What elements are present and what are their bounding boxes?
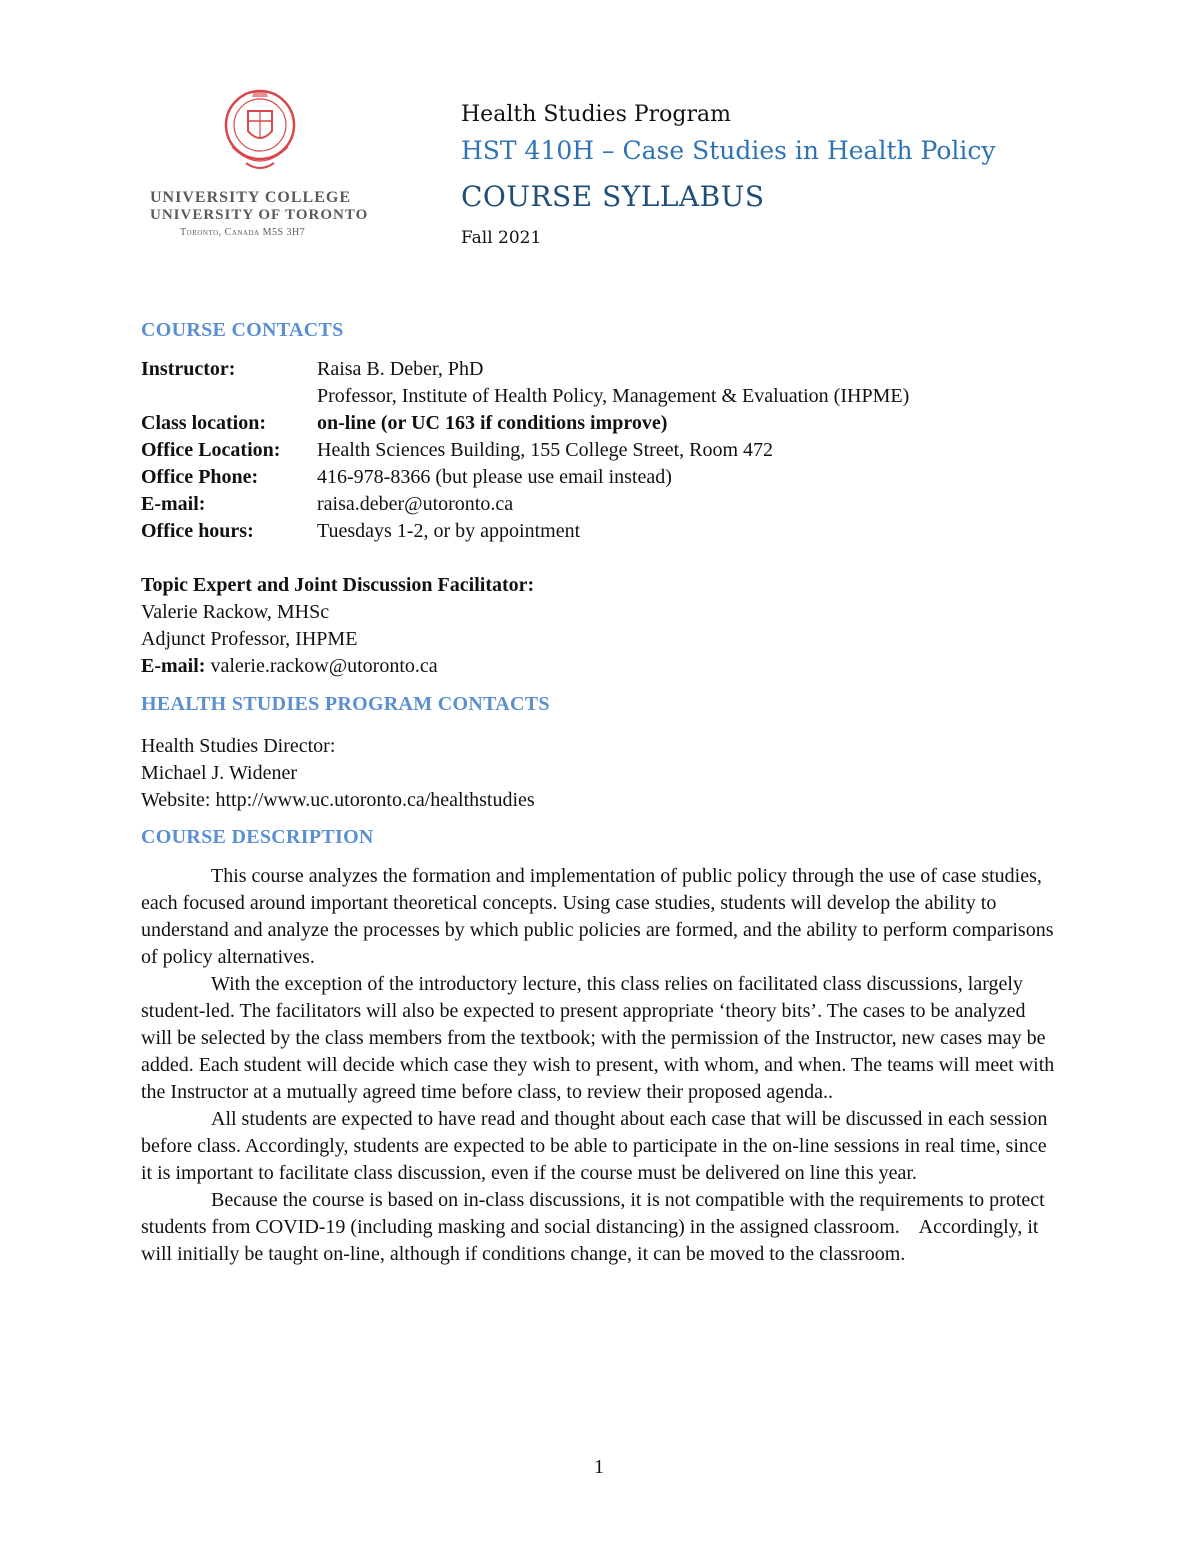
office-phone-label: Office Phone:	[141, 466, 259, 488]
description-paragraph: Because the course is based on in-class discussions, it is not compatible with the requirements to protect students from COVID-19 (including masking and social distancing) in the assigned classroom. Accordingly, it will initially be taught on-line, although if conditions change, it can be moved to the classroom.	[141, 1189, 1050, 1265]
description-paragraph: This course analyzes the formation and implementation of public policy through the use of case studies, each focused around important theoretical concepts. Using case studies, students will develop the ability to understand and analyze the processes by which public policies are formed, and the ability to perform comparisons of policy alternatives.	[141, 865, 1054, 968]
office-location: Health Sciences Building, 155 College Street, Room 472	[317, 439, 774, 461]
program-contacts-heading: HEALTH STUDIES PROGRAM CONTACTS	[141, 693, 550, 715]
office-location-label: Office Location:	[141, 439, 281, 461]
description-paragraph: All students are expected to have read and thought about each case that will be discussed in each session before class. Accordingly, students are expected to be able to participate in the on-line sessions in real time, since it is important to facilitate class discussion, even if the course must be delivered on line this year.	[141, 1108, 1048, 1184]
course-title: HST 410H – Case Studies in Health Policy	[461, 136, 996, 165]
director-name: Michael J. Widener	[141, 762, 297, 784]
logo-line2: UNIVERSITY OF TORONTO	[150, 207, 369, 223]
director-label: Health Studies Director:	[141, 735, 336, 757]
instructor-label: Instructor:	[141, 358, 236, 380]
facilitator-email-link[interactable]: valerie.rackow@utoronto.ca	[210, 655, 438, 677]
office-location-row	[0, 437, 1200, 464]
facilitator-name: Valerie Rackow, MHSc	[141, 601, 330, 623]
class-location-row	[0, 410, 1200, 437]
office-hours-row	[0, 518, 1200, 545]
email-row	[0, 491, 1200, 518]
program-website-link[interactable]: Website: http://www.uc.utoronto.ca/healthstudies	[141, 789, 535, 811]
instructor-email-link[interactable]: raisa.deber@utoronto.ca	[317, 493, 514, 515]
office-hours: Tuesdays 1-2, or by appointment	[317, 520, 581, 542]
university-seal-icon	[222, 85, 298, 177]
facilitator-email-row	[141, 653, 438, 680]
instructor-name: Raisa B. Deber, PhD	[317, 358, 484, 380]
class-location-label: Class location:	[141, 412, 266, 434]
instructor-row	[0, 356, 1200, 383]
logo-line1: UNIVERSITY COLLEGE	[150, 189, 352, 206]
facilitator-email-label: E-mail:	[141, 655, 206, 677]
course-contacts-heading: COURSE CONTACTS	[141, 319, 344, 341]
course-description-heading: COURSE DESCRIPTION	[141, 826, 374, 848]
class-location: on-line (or UC 163 if conditions improve)	[317, 412, 668, 434]
email-label: E-mail:	[141, 493, 206, 515]
program-title: Health Studies Program	[461, 102, 732, 127]
university-logo	[150, 85, 370, 255]
facilitator-heading: Topic Expert and Joint Discussion Facilitator:	[141, 574, 535, 596]
description-paragraph: With the exception of the introductory lecture, this class relies on facilitated class discussions, largely student-led. The facilitators will also be expected to present appropriate ‘theory bits’. The cases to be analyzed will be selected by the class members from the textbook; with the permission of the Instructor, new cases may be added. Each student will decide which case they wish to present, with whom, and when. The teams will meet with the Instructor at a mutually agreed time before class, to review their proposed agenda..	[141, 973, 1055, 1103]
office-hours-label: Office hours:	[141, 520, 254, 542]
term: Fall 2021	[461, 228, 542, 248]
facilitator-title: Adjunct Professor, IHPME	[141, 628, 358, 650]
course-description-body	[141, 863, 1061, 1268]
logo-line3: Toronto, Canada M5S 3H7	[180, 227, 306, 238]
office-phone-row	[0, 464, 1200, 491]
instructor-title-row	[0, 383, 1200, 410]
syllabus-title: COURSE SYLLABUS	[461, 180, 765, 213]
instructor-title: Professor, Institute of Health Policy, Management & Evaluation (IHPME)	[317, 385, 910, 407]
office-phone: 416-978-8366 (but please use email instead)	[317, 466, 672, 488]
page-number: 1	[594, 1456, 604, 1478]
